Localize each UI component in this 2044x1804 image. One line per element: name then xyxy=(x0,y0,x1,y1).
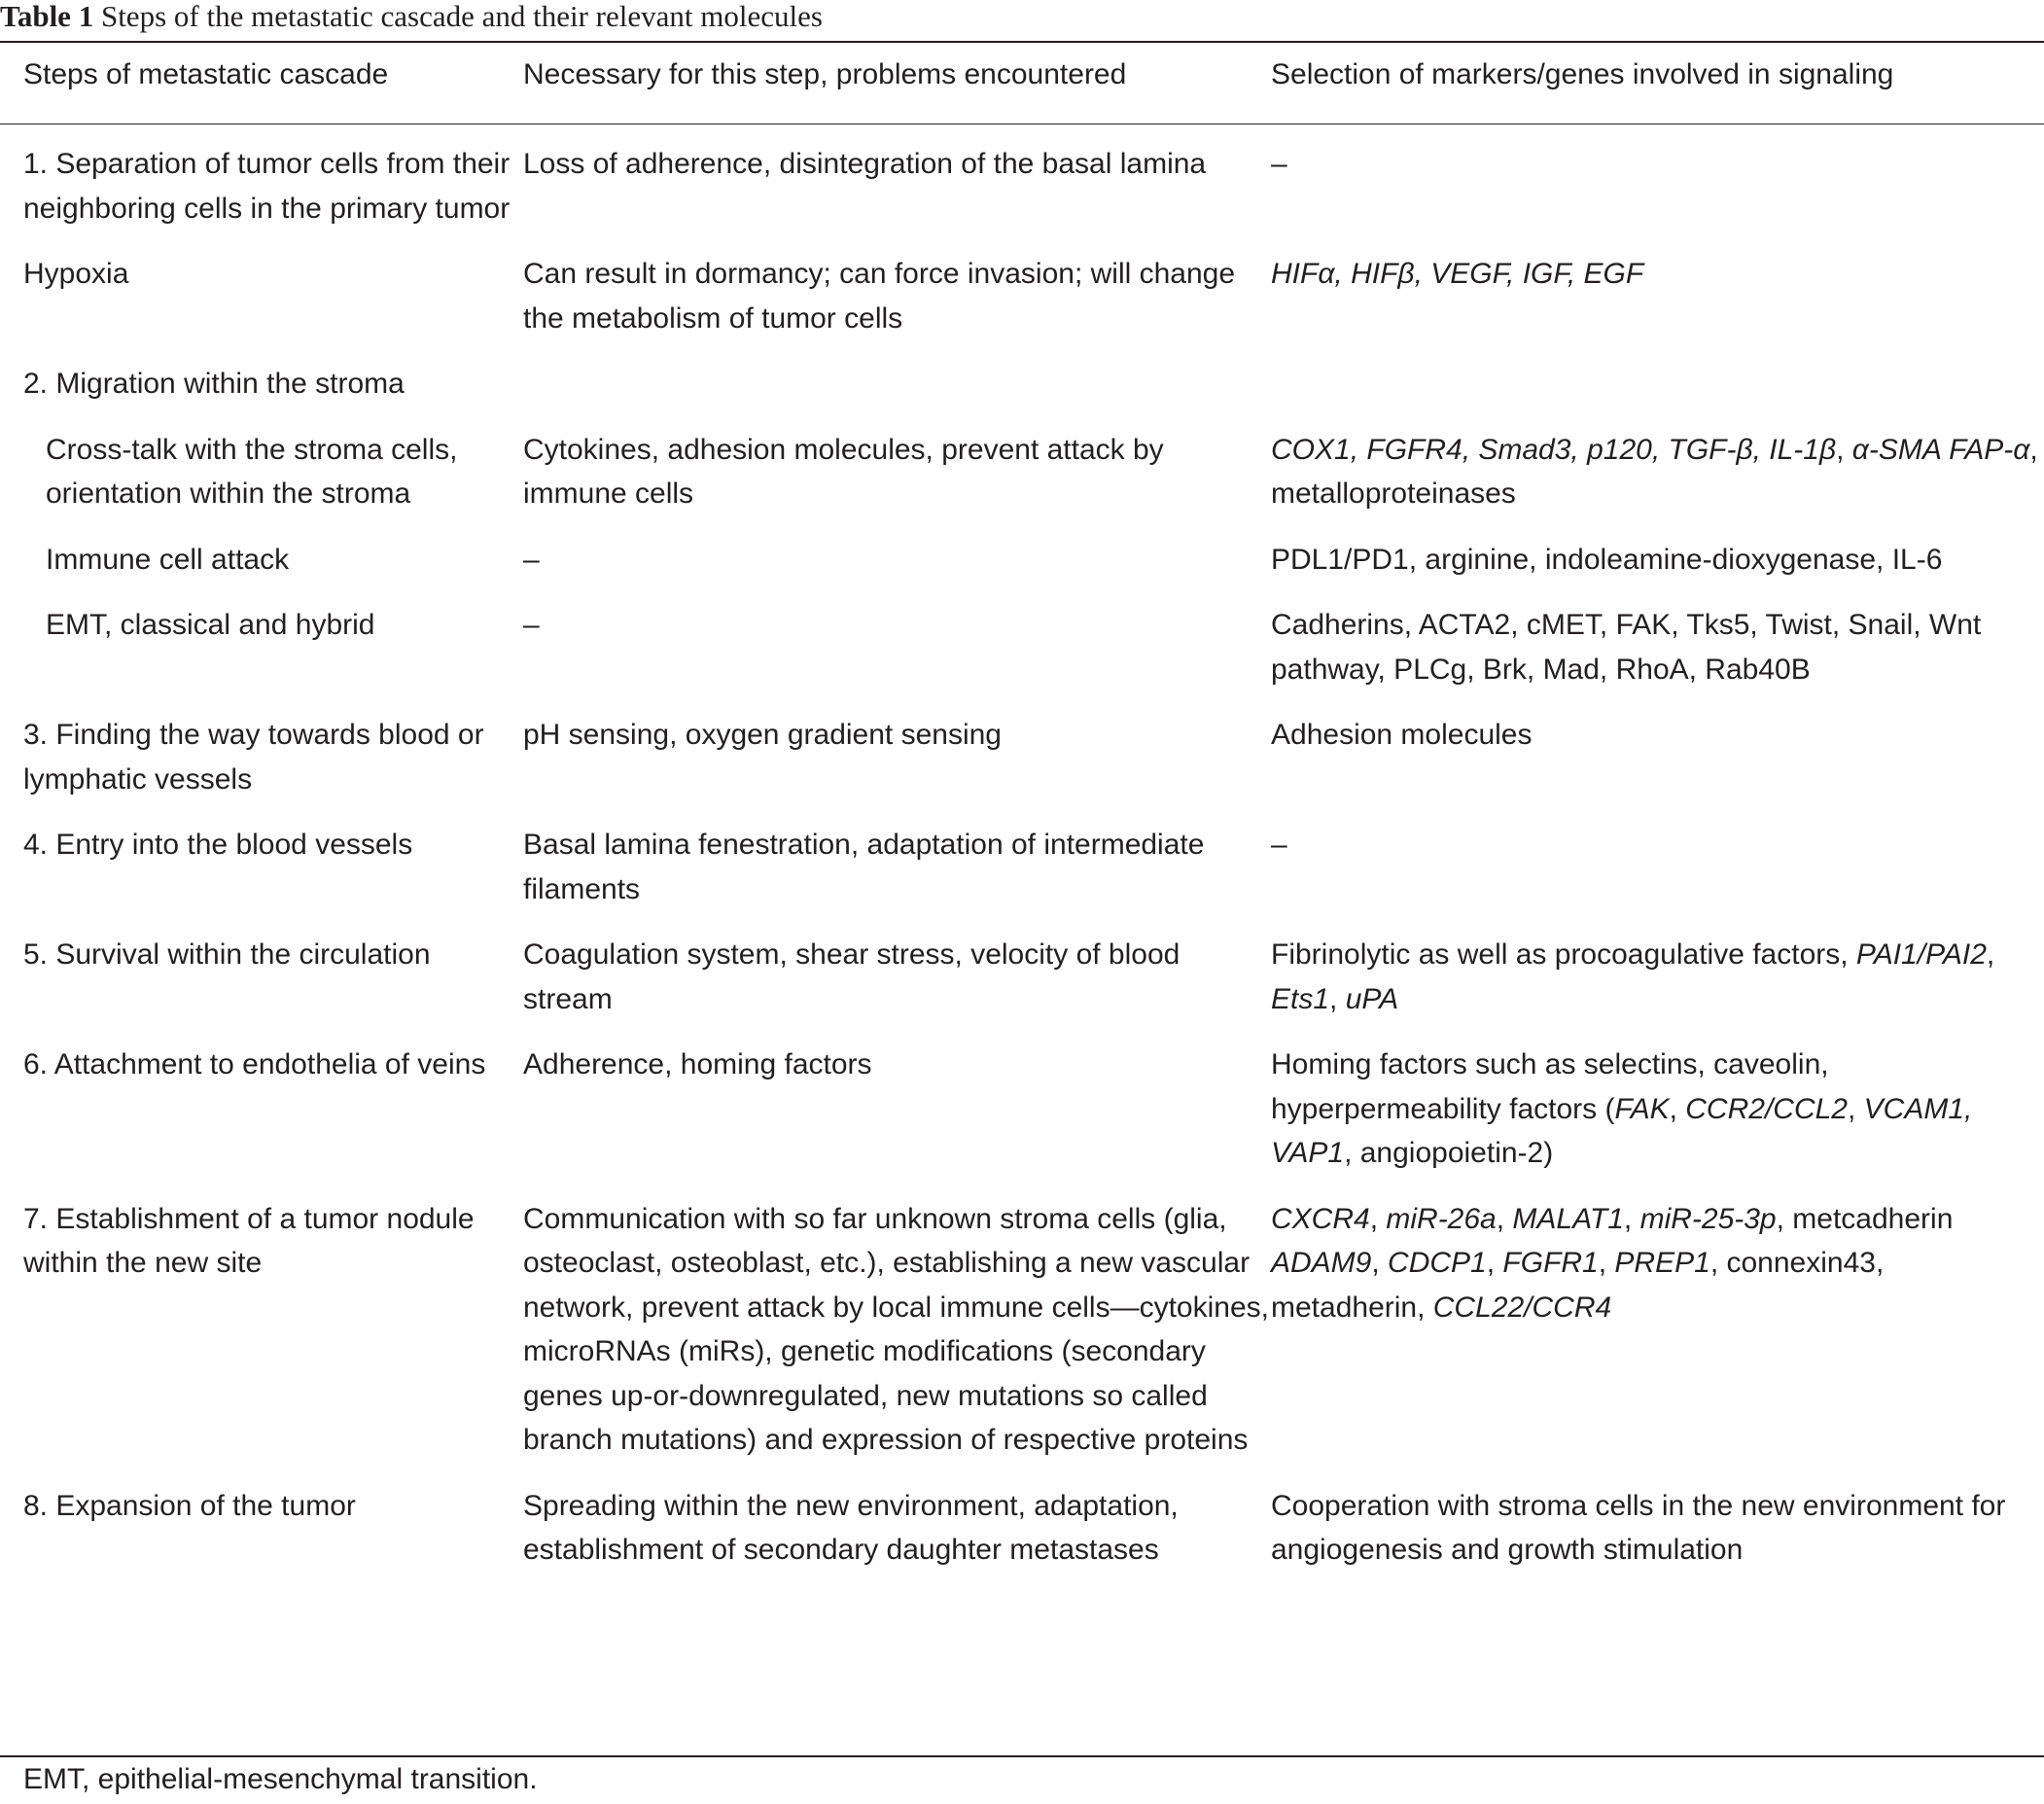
cell-step: 3. Finding the way towards blood or lymphatic vessels xyxy=(23,719,484,796)
cell-markers xyxy=(1271,538,2044,604)
marker-text: CDCP1 xyxy=(1388,1247,1487,1279)
cell-markers xyxy=(1271,603,2044,713)
cell-step: 6. Attachment to endothelia of veins xyxy=(23,1048,486,1080)
table-row xyxy=(0,1484,2044,1594)
cell-step: Cross-talk with the stroma cells, orientation within the stroma xyxy=(46,433,458,510)
cell-step: Immune cell attack xyxy=(46,543,290,576)
table-row xyxy=(0,428,2044,538)
marker-text: Fibrinolytic as well as procoagulative factors, xyxy=(1271,938,1856,971)
table-row xyxy=(0,538,2044,604)
marker-text: Cadherins, ACTA2, cMET, FAK, Tks5, Twist, Snail, Wnt pathway, PLCg, Brk, Mad, RhoA, Rab40B xyxy=(1271,609,1982,686)
table-footnote: EMT, epithelial-mesenchymal transition. xyxy=(23,1763,538,1795)
marker-text: ADAM9 xyxy=(1271,1247,1372,1279)
table-title: Steps of the metastatic cascade and their relevant molecules xyxy=(100,0,823,33)
cell-necessary: Cytokines, adhesion molecules, prevent attack by immune cells xyxy=(523,433,1164,510)
cell-step: 1. Separation of tumor cells from their neighboring cells in the primary tumor xyxy=(23,148,511,225)
table-body xyxy=(0,124,2044,1594)
marker-text: , xyxy=(1836,433,1852,466)
cell-markers xyxy=(1271,252,2044,362)
marker-text: PAI1/PAI2 xyxy=(1855,938,1987,971)
column-header-markers: Selection of markers/genes involved in signaling xyxy=(1271,43,2044,124)
cell-markers xyxy=(1271,823,2044,933)
cell-necessary: Coagulation system, shear stress, velocity of blood stream xyxy=(523,938,1181,1015)
marker-text: , metcadherin xyxy=(1776,1202,1954,1235)
marker-text: Cooperation with stroma cells in the new environment for angiogenesis and growth stimulation xyxy=(1271,1489,2006,1566)
marker-text: PREP1 xyxy=(1614,1247,1710,1279)
header-row xyxy=(0,43,2044,124)
marker-text: HIFα, HIFβ, VEGF, IGF, EGF xyxy=(1271,258,1644,290)
marker-text: – xyxy=(1271,148,1287,180)
cell-step: Hypoxia xyxy=(23,258,129,290)
marker-text: , xyxy=(1486,1247,1503,1279)
marker-text: , xyxy=(1986,938,1995,971)
cell-necessary: Adherence, homing factors xyxy=(523,1048,872,1080)
table-caption xyxy=(0,0,823,39)
marker-text: – xyxy=(1271,829,1287,861)
marker-text: , xyxy=(1598,1247,1615,1279)
cell-step: 2. Migration within the stroma xyxy=(23,368,405,400)
table-row xyxy=(0,252,2044,362)
column-header-steps: Steps of metastatic cascade xyxy=(0,43,523,124)
marker-text: , xyxy=(1623,1202,1640,1235)
marker-text: uPA xyxy=(1345,982,1399,1015)
table-row xyxy=(0,1043,2044,1197)
cell-markers xyxy=(1271,1484,2044,1594)
cell-necessary: Communication with so far unknown stroma cells (glia, osteoclast, osteoblast, etc.), establishing a new vascular network, prevent attack by local immune cells—cytokines, microRNAs (miRs), genetic modifications (secondary genes up-or-downregulated, new mutations so called branch mutations) and expression of respective proteins xyxy=(523,1202,1269,1456)
marker-text: Adhesion molecules xyxy=(1271,719,1533,751)
table-row xyxy=(0,124,2044,253)
cell-step: 7. Establishment of a tumor nodule within the new site xyxy=(23,1202,475,1279)
marker-text: , xyxy=(1329,982,1346,1015)
table-row xyxy=(0,362,2044,428)
marker-text: , xyxy=(1369,1202,1387,1235)
marker-text: , xyxy=(1496,1202,1513,1235)
cell-necessary: Can result in dormancy; can force invasion; will change the metabolism of tumor cells xyxy=(523,258,1236,335)
table-row xyxy=(0,933,2044,1043)
cell-necessary: – xyxy=(523,609,540,641)
marker-text: , metalloproteinases xyxy=(1271,433,2038,510)
marker-text: Homing factors such as selectins, caveolin, hyperpermeability factors ( xyxy=(1271,1048,1829,1125)
cell-markers xyxy=(1271,124,2044,253)
cell-markers xyxy=(1271,362,2044,428)
table-row xyxy=(0,603,2044,713)
marker-text: miR-25-3p xyxy=(1639,1202,1777,1235)
marker-text: , xyxy=(1847,1092,1864,1125)
marker-text: , xyxy=(1669,1092,1686,1125)
marker-text: CCL22/CCR4 xyxy=(1432,1291,1612,1324)
cell-markers xyxy=(1271,1043,2044,1197)
column-header-necessary: Necessary for this step, problems encountered xyxy=(523,43,1271,124)
marker-text: FGFR1 xyxy=(1502,1247,1599,1279)
marker-text: α-SMA FAP-α xyxy=(1851,433,2030,466)
marker-text: CCR2/CCL2 xyxy=(1685,1092,1848,1125)
table-row xyxy=(0,823,2044,933)
marker-text: , angiopoietin-2) xyxy=(1344,1137,1554,1169)
marker-text: , connexin43, metadherin, xyxy=(1271,1247,1885,1324)
cell-necessary: – xyxy=(523,543,540,576)
cell-necessary: Basal lamina fenestration, adaptation of intermediate filaments xyxy=(523,829,1205,905)
cell-step: 4. Entry into the blood vessels xyxy=(23,829,413,861)
marker-text: miR-26a xyxy=(1386,1202,1497,1235)
cell-necessary: Loss of adherence, disintegration of the basal lamina xyxy=(523,148,1207,180)
cell-markers xyxy=(1271,713,2044,823)
marker-text: COX1, FGFR4, Smad3, p120, TGF-β, IL-1β xyxy=(1271,433,1837,466)
table-row xyxy=(0,1197,2044,1484)
marker-text: Ets1 xyxy=(1271,982,1330,1015)
cell-markers xyxy=(1271,933,2044,1043)
cell-necessary: Spreading within the new environment, adaptation, establishment of secondary daughter metastases xyxy=(523,1489,1179,1566)
table-label: Table 1 xyxy=(0,0,94,33)
cell-markers xyxy=(1271,1197,2044,1484)
cell-markers xyxy=(1271,428,2044,538)
cell-necessary xyxy=(523,362,1271,428)
table-row xyxy=(0,713,2044,823)
cell-step: 8. Expansion of the tumor xyxy=(23,1489,356,1522)
marker-text: FAK xyxy=(1614,1092,1670,1125)
table-header xyxy=(0,43,2044,124)
marker-text: , xyxy=(1371,1247,1389,1279)
marker-text: CXCR4 xyxy=(1271,1202,1370,1235)
cell-step: EMT, classical and hybrid xyxy=(46,609,375,641)
bottom-rule xyxy=(0,1755,2044,1757)
marker-text: MALAT1 xyxy=(1512,1202,1624,1235)
marker-text: VCAM1, VAP1 xyxy=(1271,1092,1973,1169)
cell-step: 5. Survival within the circulation xyxy=(23,938,431,971)
metastatic-cascade-table xyxy=(0,43,2044,1594)
cell-necessary: pH sensing, oxygen gradient sensing xyxy=(523,719,1002,751)
marker-text: PDL1/PD1, arginine, indoleamine-dioxygenase, IL-6 xyxy=(1271,543,1943,576)
